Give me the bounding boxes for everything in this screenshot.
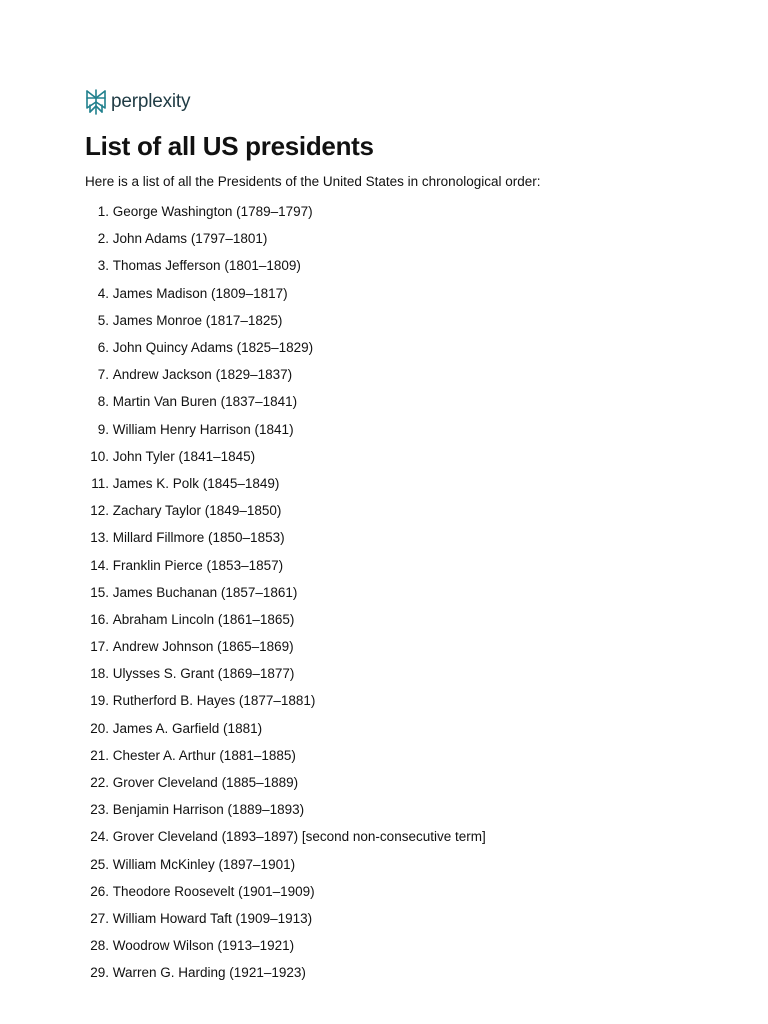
list-item-text: Rutherford B. Hayes (1877–1881) [112, 693, 316, 709]
list-item [85, 361, 725, 388]
list-item-text: Martin Van Buren (1837–1841) [112, 394, 298, 410]
list-item-number: 3. [97, 258, 109, 274]
list-item [85, 878, 725, 905]
list-item [85, 416, 725, 443]
list-item-text: Grover Cleveland (1893–1897) [second non-consecutive term] [112, 829, 486, 845]
list-item-text: Ulysses S. Grant (1869–1877) [112, 666, 295, 682]
list-item [85, 796, 725, 823]
list-item [85, 851, 725, 878]
list-item [85, 932, 725, 959]
list-item-number: 18. [90, 666, 109, 682]
list-item-number: 11. [91, 475, 109, 491]
list-item-number: 22. [90, 775, 109, 791]
list-item-number: 2. [97, 231, 109, 247]
list-item [85, 198, 725, 225]
list-item-text: James Madison (1809–1817) [112, 285, 288, 301]
list-item-number: 19. [90, 693, 109, 709]
list-item-text: John Quincy Adams (1825–1829) [112, 340, 314, 356]
list-item [85, 252, 725, 279]
brand-logo [85, 88, 725, 116]
list-item [85, 388, 725, 415]
intro-paragraph: Here is a list of all the Presidents of the United States in chronological order: [85, 174, 541, 189]
list-item [85, 551, 725, 578]
list-item-text: Abraham Lincoln (1861–1865) [112, 611, 295, 627]
list-item-text: James K. Polk (1845–1849) [112, 475, 280, 491]
brand-name: perplexity [111, 91, 191, 112]
page-title: List of all US presidents [85, 131, 374, 161]
list-item-text: James Buchanan (1857–1861) [112, 584, 298, 600]
list-item-text: John Adams (1797–1801) [112, 231, 268, 247]
list-item [85, 715, 725, 742]
list-item-text: Andrew Jackson (1829–1837) [112, 367, 293, 383]
list-item-text: Chester A. Arthur (1881–1885) [112, 747, 296, 763]
list-item-number: 7. [97, 367, 109, 383]
list-item [85, 280, 725, 307]
list-item [85, 660, 725, 687]
list-item-text: Thomas Jefferson (1801–1809) [112, 258, 301, 274]
list-item-number: 15. [90, 584, 109, 600]
list-item-number: 20. [90, 720, 109, 736]
list-item [85, 633, 725, 660]
list-item [85, 307, 725, 334]
list-item-number: 17. [90, 639, 109, 655]
list-item-number: 25. [90, 856, 109, 872]
list-item-number: 9. [97, 421, 109, 437]
list-item-text: James A. Garfield (1881) [112, 720, 263, 736]
list-item-number: 10. [90, 448, 109, 464]
list-item [85, 769, 725, 796]
list-item-number: 23. [90, 802, 109, 818]
presidents-list [85, 198, 725, 986]
list-item [85, 606, 725, 633]
list-item-text: Zachary Taylor (1849–1850) [112, 503, 282, 519]
list-item-text: James Monroe (1817–1825) [112, 312, 283, 328]
list-item [85, 959, 725, 986]
list-item-text: Franklin Pierce (1853–1857) [112, 557, 284, 573]
document-page [85, 88, 725, 986]
list-item-text: William Howard Taft (1909–1913) [112, 910, 313, 926]
list-item [85, 443, 725, 470]
list-item [85, 687, 725, 714]
list-item [85, 742, 725, 769]
list-item-number: 24. [90, 829, 109, 845]
list-item-number: 4. [97, 285, 109, 301]
list-item-text: John Tyler (1841–1845) [112, 448, 256, 464]
list-item-number: 8. [97, 394, 109, 410]
list-item-text: George Washington (1789–1797) [112, 204, 313, 220]
list-item-number: 13. [90, 530, 109, 546]
list-item-text: Woodrow Wilson (1913–1921) [112, 938, 295, 954]
list-item-text: William McKinley (1897–1901) [112, 856, 296, 872]
list-item-number: 27. [90, 910, 109, 926]
list-item-number: 14. [90, 557, 109, 573]
list-item-number: 26. [90, 883, 109, 899]
list-item [85, 334, 725, 361]
list-item-number: 6. [97, 340, 109, 356]
list-item [85, 823, 725, 850]
list-item-text: Grover Cleveland (1885–1889) [112, 775, 299, 791]
list-item [85, 579, 725, 606]
list-item [85, 470, 725, 497]
list-item-number: 12. [90, 503, 109, 519]
list-item [85, 905, 725, 932]
list-item-text: Benjamin Harrison (1889–1893) [112, 802, 305, 818]
perplexity-logo-icon [85, 89, 107, 115]
list-item-number: 5. [97, 312, 109, 328]
list-item-text: Theodore Roosevelt (1901–1909) [112, 883, 315, 899]
list-item-text: Warren G. Harding (1921–1923) [112, 965, 306, 981]
list-item [85, 524, 725, 551]
list-item-text: Andrew Johnson (1865–1869) [112, 639, 294, 655]
list-item-text: William Henry Harrison (1841) [112, 421, 294, 437]
list-item [85, 497, 725, 524]
list-item-number: 28. [90, 938, 109, 954]
list-item-number: 21. [90, 747, 109, 763]
list-item-text: Millard Fillmore (1850–1853) [112, 530, 285, 546]
list-item-number: 29. [90, 965, 109, 981]
list-item-number: 16. [90, 611, 109, 627]
list-item-number: 1. [97, 204, 109, 220]
list-item [85, 225, 725, 252]
